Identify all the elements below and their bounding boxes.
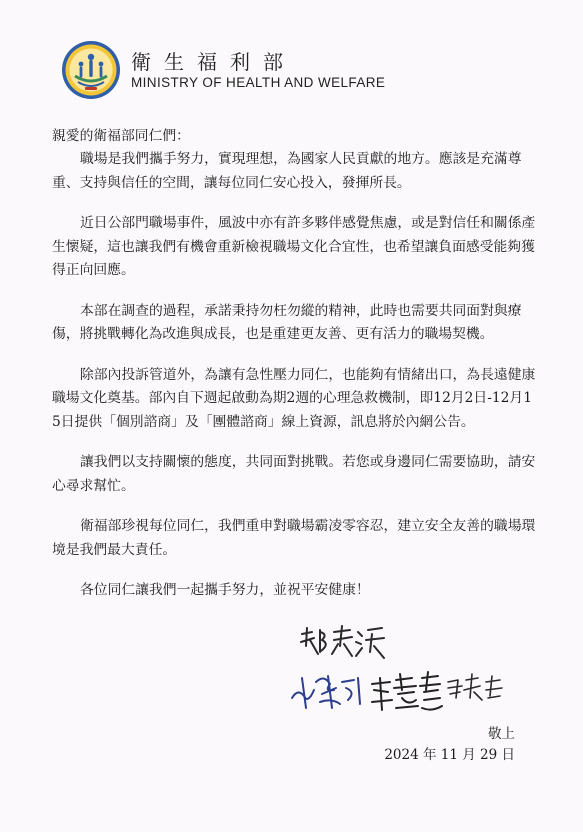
paragraph-closing-wish: 各位同仁讓我們一起攜手努力，並祝平安健康！ bbox=[80, 582, 370, 598]
letter-body bbox=[52, 125, 537, 620]
org-name-en: MINISTRY OF HEALTH AND WELFARE bbox=[131, 75, 386, 90]
paragraph-support: 讓我們以支持關懷的態度，共同面對挑戰。若您或身邊同仁需要協助，請安心尋求幫忙。 bbox=[52, 454, 536, 494]
paragraph-investigation: 本部在調查的過程，承諾秉持勿枉勿縱的精神，此時也需要共同面對與療傷，將挑戰轉化為改進與成長，也是重建更友善、更有活力的職場契機。 bbox=[52, 302, 522, 342]
letter-date: 2024 年 11 月 29 日 bbox=[384, 747, 515, 763]
org-name-zh: 衛生福利部 bbox=[131, 50, 296, 74]
paragraph-counseling: 除部內投訴管道外，為讓有急性壓力同仁，也能夠有情緒出口，為長遠健康職場文化奠基。部內自下週起啟動為期2週的心理急救機制，即12月2日-12月15日提供「個別諮商」及「團體諮商」線上資源，訊息將於內網公告。 bbox=[52, 366, 536, 430]
paragraph-workplace: 職場是我們攜手努力，實現理想，為國家人民貢獻的地方。應該是充滿尊重、支持與信任的空間，讓每位同仁安心投入，發揮所長。 bbox=[52, 151, 522, 191]
ministry-logo bbox=[61, 40, 121, 100]
salutation: 親愛的衛福部同仁們： bbox=[52, 128, 190, 144]
closing-respect: 敬上 bbox=[488, 726, 515, 742]
paragraph-recent-events: 近日公部門職場事件，風波中亦有許多夥伴感覺焦慮，或是對信任和關係產生懷疑，這也讓我們有機會重新檢視職場文化合宜性，也希望讓負面感受能夠獲得正向回應。 bbox=[52, 215, 536, 278]
signature-deputies bbox=[288, 668, 508, 716]
paragraph-zero-tolerance: 衛福部珍視每位同仁，我們重申對職場霸凌零容忍，建立安全友善的職場環境是我們最大責任。 bbox=[52, 518, 536, 558]
signature-minister bbox=[298, 624, 388, 662]
